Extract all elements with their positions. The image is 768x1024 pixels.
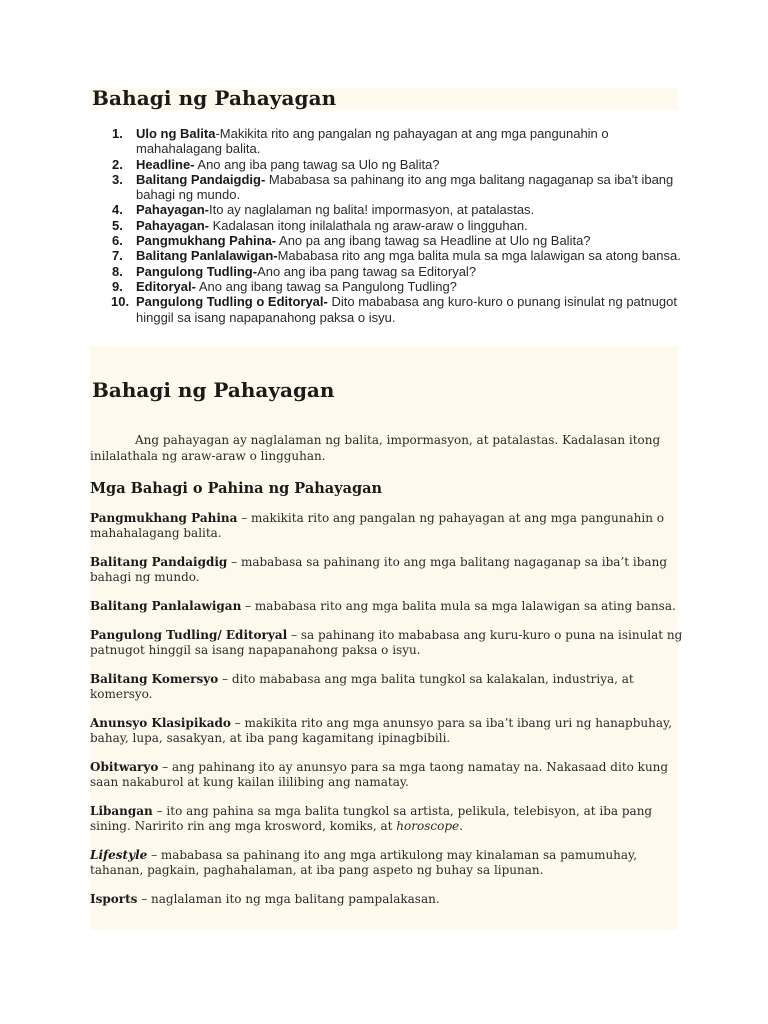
entry-text: – mababasa sa pahinang ito ang mga artikulong may kinalaman sa pamumuhay, tahanan, pagkain, paghahalaman, at iba pang aspeto ng buhay sa lipunan. bbox=[90, 848, 638, 877]
item-term: Balitang Pandaigdig- bbox=[136, 171, 266, 187]
list-item bbox=[90, 264, 690, 279]
entry-term: Libangan bbox=[90, 804, 153, 818]
entry-text: – makikita rito ang mga anunsyo para sa iba’t ibang uri ng hanapbuhay, bahay, lupa, sasakyan, at iba pang kagamitang ipinagbibili. bbox=[90, 716, 673, 745]
list-item bbox=[90, 202, 690, 217]
list-item bbox=[90, 279, 690, 294]
item-number: 8. bbox=[112, 263, 123, 279]
item-term: Pahayagan- bbox=[136, 217, 209, 233]
item-term: Balitang Panlalawigan- bbox=[136, 248, 278, 264]
entry-term: Balitang Pandaigdig bbox=[90, 555, 228, 569]
subheading: Mga Bahagi o Pahina ng Pahayagan bbox=[90, 480, 383, 497]
entry-libangan bbox=[90, 804, 685, 834]
entry-term: Pangulong Tudling/ Editoryal bbox=[90, 628, 288, 642]
item-text: Ano ang iba pang tawag sa Ulo ng Balita? bbox=[194, 156, 440, 172]
item-number: 4. bbox=[112, 202, 123, 218]
entries-list bbox=[90, 511, 685, 921]
entry-term: Pangmukhang Pahina bbox=[90, 511, 238, 525]
item-number: 2. bbox=[112, 156, 123, 172]
entry-text: – ang pahinang ito ay anunsyo para sa mga taong namatay na. Nakasaad dito kung saan nakaburol at kung kailan ililibing ang namatay. bbox=[90, 760, 669, 789]
item-text: Mababasa rito ang mga balita mula sa mga lalawigan sa atong bansa. bbox=[277, 248, 681, 264]
item-term: Pangulong Tudling- bbox=[136, 263, 258, 279]
intro-paragraph: Ang pahayagan ay naglalaman ng balita, impormasyon, at patalastas. Kadalasan itong inilalathala ng araw-araw o lingguhan. bbox=[90, 433, 661, 463]
entry-text: – naglalaman ito ng mga balitang pampalakasan. bbox=[137, 892, 440, 906]
item-number: 1. bbox=[112, 126, 123, 141]
item-text: -Makikita rito ang pangalan ng pahayagan at ang mga pangunahin o mahahalagang balita. bbox=[136, 126, 609, 157]
item-text: Mababasa sa pahinang ito ang mga balitang nagaganap sa iba't ibang bahagi ng mundo. bbox=[136, 171, 674, 203]
item-term: Pahayagan- bbox=[136, 202, 209, 218]
entry-isports bbox=[90, 892, 685, 907]
entry-text: – mababasa sa pahinang ito ang mga balitang nagaganap sa iba’t ibang bahagi ng mundo. bbox=[90, 555, 667, 584]
item-text: Ito ay naglalaman ng balita! impormasyon, at patalastas. bbox=[208, 202, 535, 218]
item-text: Kadalasan itong inilalathala ng araw-araw o lingguhan. bbox=[208, 217, 528, 233]
entry-italic-word: horoscope bbox=[396, 819, 460, 833]
item-term: Headline- bbox=[136, 156, 195, 172]
item-term: Ulo ng Balita bbox=[136, 126, 216, 141]
list-item bbox=[90, 218, 690, 233]
entry-lifestyle bbox=[90, 848, 685, 878]
entry-term: Balitang Panlalawigan bbox=[90, 599, 242, 613]
entry-balitang-komersyo bbox=[90, 672, 685, 702]
entry-text: – makikita rito ang pangalan ng pahayagan at ang mga pangunahin o mahahalagang balita. bbox=[90, 511, 664, 540]
item-number: 7. bbox=[112, 248, 123, 264]
entry-term: Obitwaryo bbox=[90, 760, 159, 774]
item-number: 9. bbox=[112, 278, 123, 294]
list-item bbox=[90, 233, 690, 248]
list-item bbox=[90, 294, 690, 325]
item-number: 5. bbox=[112, 217, 123, 233]
item-text: Ano pa ang ibang tawag sa Headline at Ulo ng Balita? bbox=[276, 233, 591, 249]
item-number: 10. bbox=[111, 294, 130, 310]
entry-obitwaryo bbox=[90, 760, 685, 790]
entry-term: Anunsyo Klasipikado bbox=[90, 716, 231, 730]
entry-tail: . bbox=[459, 819, 463, 833]
item-term: Pangulong Tudling o Editoryal- bbox=[136, 294, 328, 310]
entry-balitang-panlalawigan bbox=[90, 599, 685, 614]
entry-pangmukhang-pahina bbox=[90, 511, 685, 541]
item-text: Ano ang iba pang tawag sa Editoryal? bbox=[257, 263, 477, 279]
item-text: Ano ang ibang tawag sa Pangulong Tudling? bbox=[195, 278, 457, 294]
list-item bbox=[90, 126, 690, 157]
list-item bbox=[90, 157, 690, 172]
entry-text: – sa pahinang ito mababasa ang kuru-kuro o puna na isinulat ng patnugot hinggil sa isang napapanahong paksa o isyu. bbox=[90, 628, 683, 657]
item-text: Dito mababasa ang kuro-kuro o punang isinulat ng patnugot hinggil sa isang napapanahong paksa o isyu. bbox=[136, 294, 677, 325]
item-number: 3. bbox=[112, 171, 123, 187]
entry-anunsyo-klasipikado bbox=[90, 716, 685, 746]
page-title: Bahagi ng Pahayagan bbox=[92, 86, 337, 110]
numbered-list bbox=[90, 126, 690, 325]
entry-term: Lifestyle bbox=[90, 848, 148, 862]
entry-term: Isports bbox=[90, 892, 138, 906]
entry-term: Balitang Komersyo bbox=[90, 672, 219, 686]
section-title: Bahagi ng Pahayagan bbox=[92, 378, 335, 402]
list-item bbox=[90, 248, 690, 263]
item-number: 6. bbox=[112, 233, 123, 249]
entry-text: – mababasa rito ang mga balita mula sa mga lalawigan sa ating bansa. bbox=[241, 599, 676, 613]
item-term: Editoryal- bbox=[136, 278, 196, 294]
entry-text: – dito mababasa ang mga balita tungkol sa kalakalan, industriya, at komersyo. bbox=[90, 672, 634, 701]
entry-balitang-pandaigdig bbox=[90, 555, 685, 585]
item-term: Pangmukhang Pahina- bbox=[136, 233, 277, 249]
entry-pangulong-tudling bbox=[90, 628, 685, 658]
list-item bbox=[90, 172, 690, 203]
entry-text: – ito ang pahina sa mga balita tungkol sa artista, pelikula, telebisyon, at iba pang sining. Naririto rin ang mga krosword, komiks, at bbox=[90, 804, 653, 833]
